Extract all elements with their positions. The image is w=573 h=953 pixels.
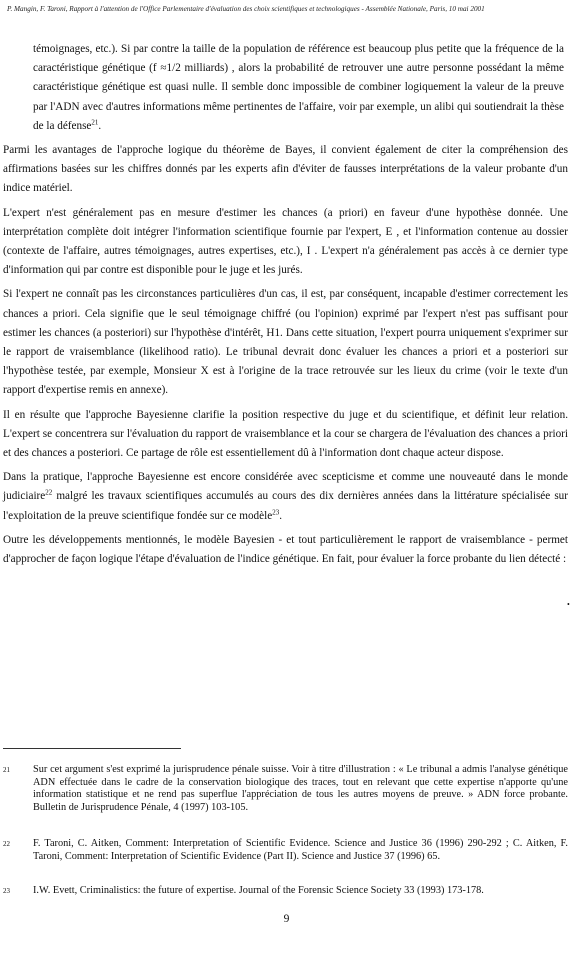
stray-mark: •	[567, 600, 570, 609]
footnote-ref-22[interactable]: 22	[45, 488, 53, 497]
footnote-number: 23	[3, 887, 10, 895]
paragraph-indented: témoignages, etc.). Si par contre la taille de la population de référence est beaucoup plus petite que la fréquence de la caractéristique génétique (f ≈1/2 milliards) , alors la probabilité de retrouver une autre personne possédant la même caractéristique génétique est quasi nulle. Il semble donc impossible de combiner logiquement la valeur de la preuve par l'ADN avec d'autres informations même pertinentes de l'affaire, voir par exemple, un alibi qui soutiendrait la thèse de la défense$^{21}$.	[33, 43, 564, 132]
footnote-22	[3, 838, 568, 863]
footnote-separator	[3, 748, 181, 749]
paragraph-expert-chances: L'expert n'est généralement pas en mesure d'estimer les chances (a priori) en faveur d'une hypothèse donnée. Une interprétation complète doit intégrer l'information scientifique fournie par l'expert, E , et l'information contenue au dossier (contexte de l'affaire, autres témoignages, autres expertises, etc.), I . L'expert n'a généralement pas accès à ce dernier type d'information qui par contre est disponible pour le juge et les jurés.	[3, 206, 568, 277]
page-number: 9	[283, 913, 290, 925]
footnote-text: F. Taroni, C. Aitken, Comment: Interpretation of Scientific Evidence. Science and Justice 36 (1996) 290-292 ; C. Aitken, F. Taroni, Comment: Interpretation of Scientific Evidence (Part II). Science and Justice 37 (1996) 65.	[33, 838, 568, 862]
footnote-number: 21	[3, 766, 10, 774]
footnote-23	[3, 885, 568, 898]
footnote-21	[3, 764, 568, 814]
footnote-ref-21[interactable]: 21	[91, 118, 99, 127]
main-text	[3, 40, 568, 574]
paragraph-roles: Il en résulte que l'approche Bayesienne clarifie la position respective du juge et du scientifique, et définit leur relation. L'expert se concentrera sur l'évaluation du rapport de vraisemblance et la cour se chargera de l'évaluation des chances a priori et des chances a posteriori. Ce partage de rôle est essentiellement dû à l'information dont chaque acteur dispose.	[3, 408, 568, 460]
running-header: P. Mangin, F. Taroni, Rapport à l'attention de l'Office Parlementaire d'évaluation des choix scientifiques et technologiques - Assemblée Nationale, Paris, 10 mai 2001	[7, 5, 485, 13]
paragraph-text: Dans la pratique, l'approche Bayesienne est encore considérée avec scepticisme et comme une nouveauté dans le monde judiciaire	[3, 471, 568, 503]
paragraph-bayesian-model: Outre les développements mentionnés, le modèle Bayesien - et tout particulièrement le rapport de vraisemblance - permet d'approcher de façon logique l'étape d'évaluation de l'indice génétique. En fait, pour évaluer la force probante du lien détecté :	[3, 533, 568, 566]
paragraph-circumstances: Si l'expert ne connaît pas les circonstances particulières d'un cas, il est, par conséquent, incapable d'estimer correctement les chances a priori. Cela signifie que le seul témoignage chiffré (ou l'opinion) exprimé par l'expert n'est pas suffisant pour estimer les chances (a posteriori) sur l'hypothèse d'intérêt, H1. Dans cette situation, l'expert pourra uniquement s'exprimer sur le rapport de vraisemblance (likelihood ratio). Le tribunal devrait donc évaluer les chances a priori et a posteriori sur l'hypothèse testée, par exemple, Monsieur X est à l'origine de la trace retrouvée sur les lieux du crime (voir le texte d'un rapport d'expertise remis en annexe).	[3, 288, 568, 397]
footnote-ref-23[interactable]: 23	[272, 507, 280, 516]
footnote-text: Sur cet argument s'est exprimé la jurisprudence pénale suisse. Voir à titre d'illustration : « Le tribunal a admis l'analyse génétique ADN effectuée dans le cadre de la conservation biologique des traces, tout en relevant que cette expertise n'apporte qu'une information statistique et ne rend pas superflue l'appréciation de tous les autres moyens de preuve. » ADN force probante. Bulletin de Jurisprudence Pénale, 4 (1997) 103-105.	[33, 764, 568, 813]
paragraph-text: témoignages, etc.). Si par contre la taille de la population de référence est beaucoup plus petite que la fréquence de la caractéristique génétique (f ≈1/2 milliards) , alors la probabilité de retrouver une autre personne possédant la même caractéristique génétique est quasi nulle. Il semble donc impossible de combiner logiquement la valeur de la preuve par l'ADN avec d'autres informations même pertinentes de l'affaire, voir par exemple, un alibi qui soutiendrait la thèse de la défense	[33, 43, 564, 132]
paragraph-skepticism: Dans la pratique, l'approche Bayesienne est encore considérée avec scepticisme et comme une nouveauté dans le monde judiciaire$^{22}$ malgré les travaux scientifiques accumulés au cours des dix dernières années dans la littérature spécialisée sur l'exploitation de la preuve scientifique fondée sur ce modèle$^{23}$.	[3, 471, 568, 522]
paragraph-text: malgré les travaux scientifiques accumulés au cours des dix dernières années dans la littérature spécialisée sur l'exploitation de la preuve scientifique fondée sur ce modèle	[3, 490, 568, 522]
footnote-number: 22	[3, 840, 10, 848]
paragraph-bayes-advantages: Parmi les avantages de l'approche logique du théorème de Bayes, il convient également de citer la compréhension des affirmations basées sur les chiffres donnés par les experts afin d'éviter de fausses interprétations de la valeur probante d'un indice matériel.	[3, 144, 568, 195]
footnote-text: I.W. Evett, Criminalistics: the future of expertise. Journal of the Forensic Science Society 33 (1993) 173-178.	[33, 885, 484, 896]
